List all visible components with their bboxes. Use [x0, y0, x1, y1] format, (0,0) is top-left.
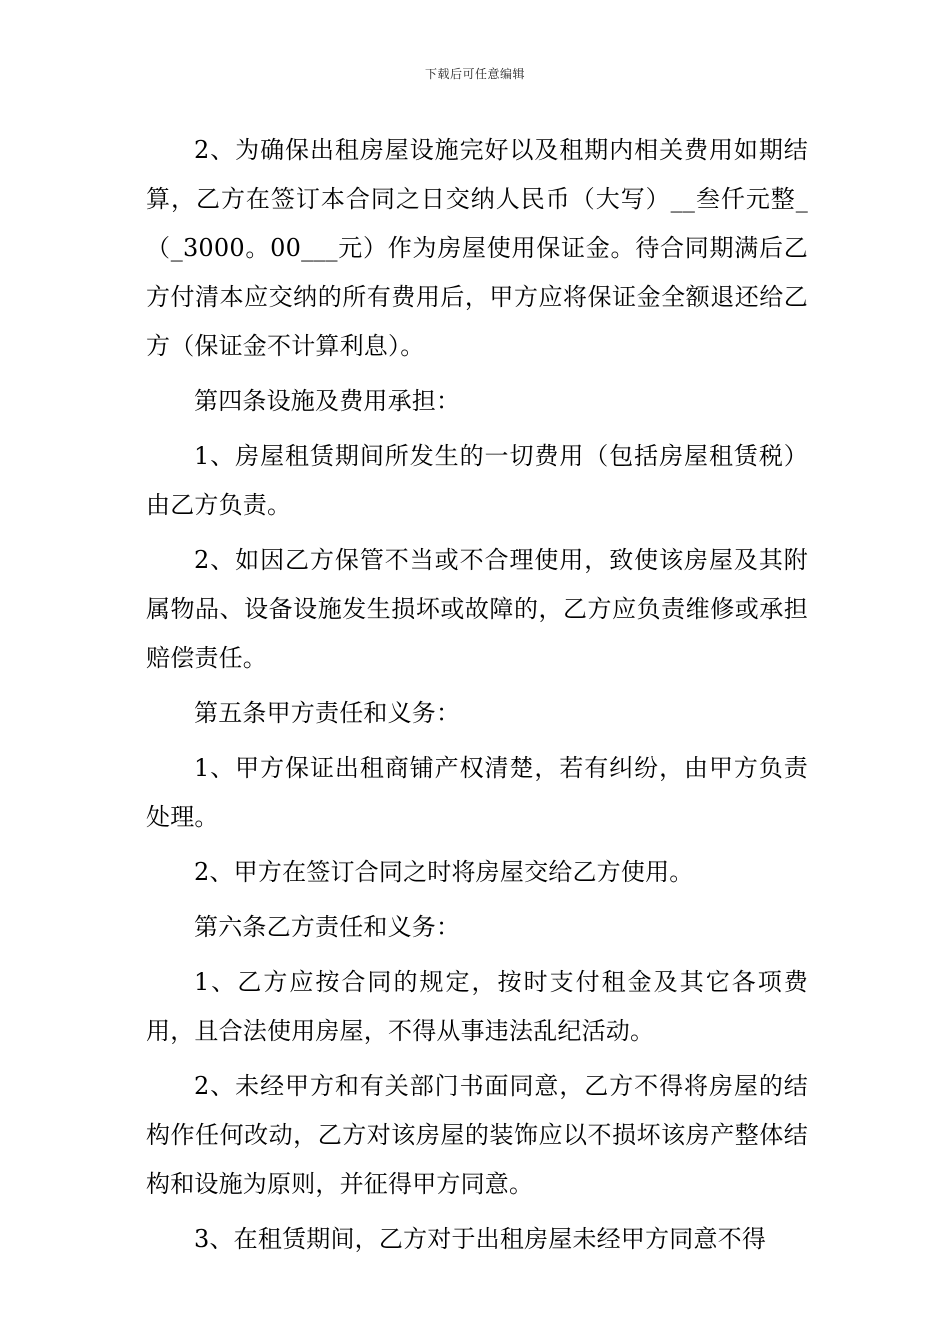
- article-6-item-2: 2、未经甲方和有关部门书面同意，乙方不得将房屋的结构作任何改动，乙方对该房屋的装饰应以不损坏该房产整体结构和设施为原则，并征得甲方同意。: [146, 1072, 808, 1198]
- article-6-item-1: 1、乙方应按合同的规定，按时支付租金及其它各项费用，且合法使用房屋，不得从事违法乱纪活动。: [146, 968, 808, 1045]
- article-5-item-1: 1、甲方保证出租商铺产权清楚，若有纠纷，由甲方负责处理。: [146, 754, 808, 831]
- article-5-item-2: 2、甲方在签订合同之时将房屋交给乙方使用。: [194, 858, 694, 886]
- clause-deposit: 2、为确保出租房屋设施完好以及租期内相关费用如期结算，乙方在签订本合同之日交纳人民币（大写）__叁仟元整_（_3000。00___元）作为房屋使用保证金。待合同期满后乙方付清本应交纳的所有费用后，甲方应将保证金全额退还给乙方（保证金不计算利息）。: [146, 136, 808, 360]
- article-4-item-1: 1、房屋租赁期间所发生的一切费用（包括房屋租赁税）由乙方负责。: [146, 442, 808, 519]
- article-4-item-2: 2、如因乙方保管不当或不合理使用，致使该房屋及其附属物品、设备设施发生损坏或故障的，乙方应负责维修或承担赔偿责任。: [146, 546, 808, 672]
- article-6-heading: 第六条乙方责任和义务：: [194, 913, 461, 941]
- article-5-heading: 第五条甲方责任和义务：: [194, 699, 461, 727]
- article-6-item-3: 3、在租赁期间，乙方对于出租房屋未经甲方同意不得: [194, 1225, 767, 1253]
- article-4-heading: 第四条设施及费用承担：: [194, 387, 461, 415]
- document-body: [146, 126, 808, 1270]
- page-header: 下载后可任意编辑: [424, 67, 525, 81]
